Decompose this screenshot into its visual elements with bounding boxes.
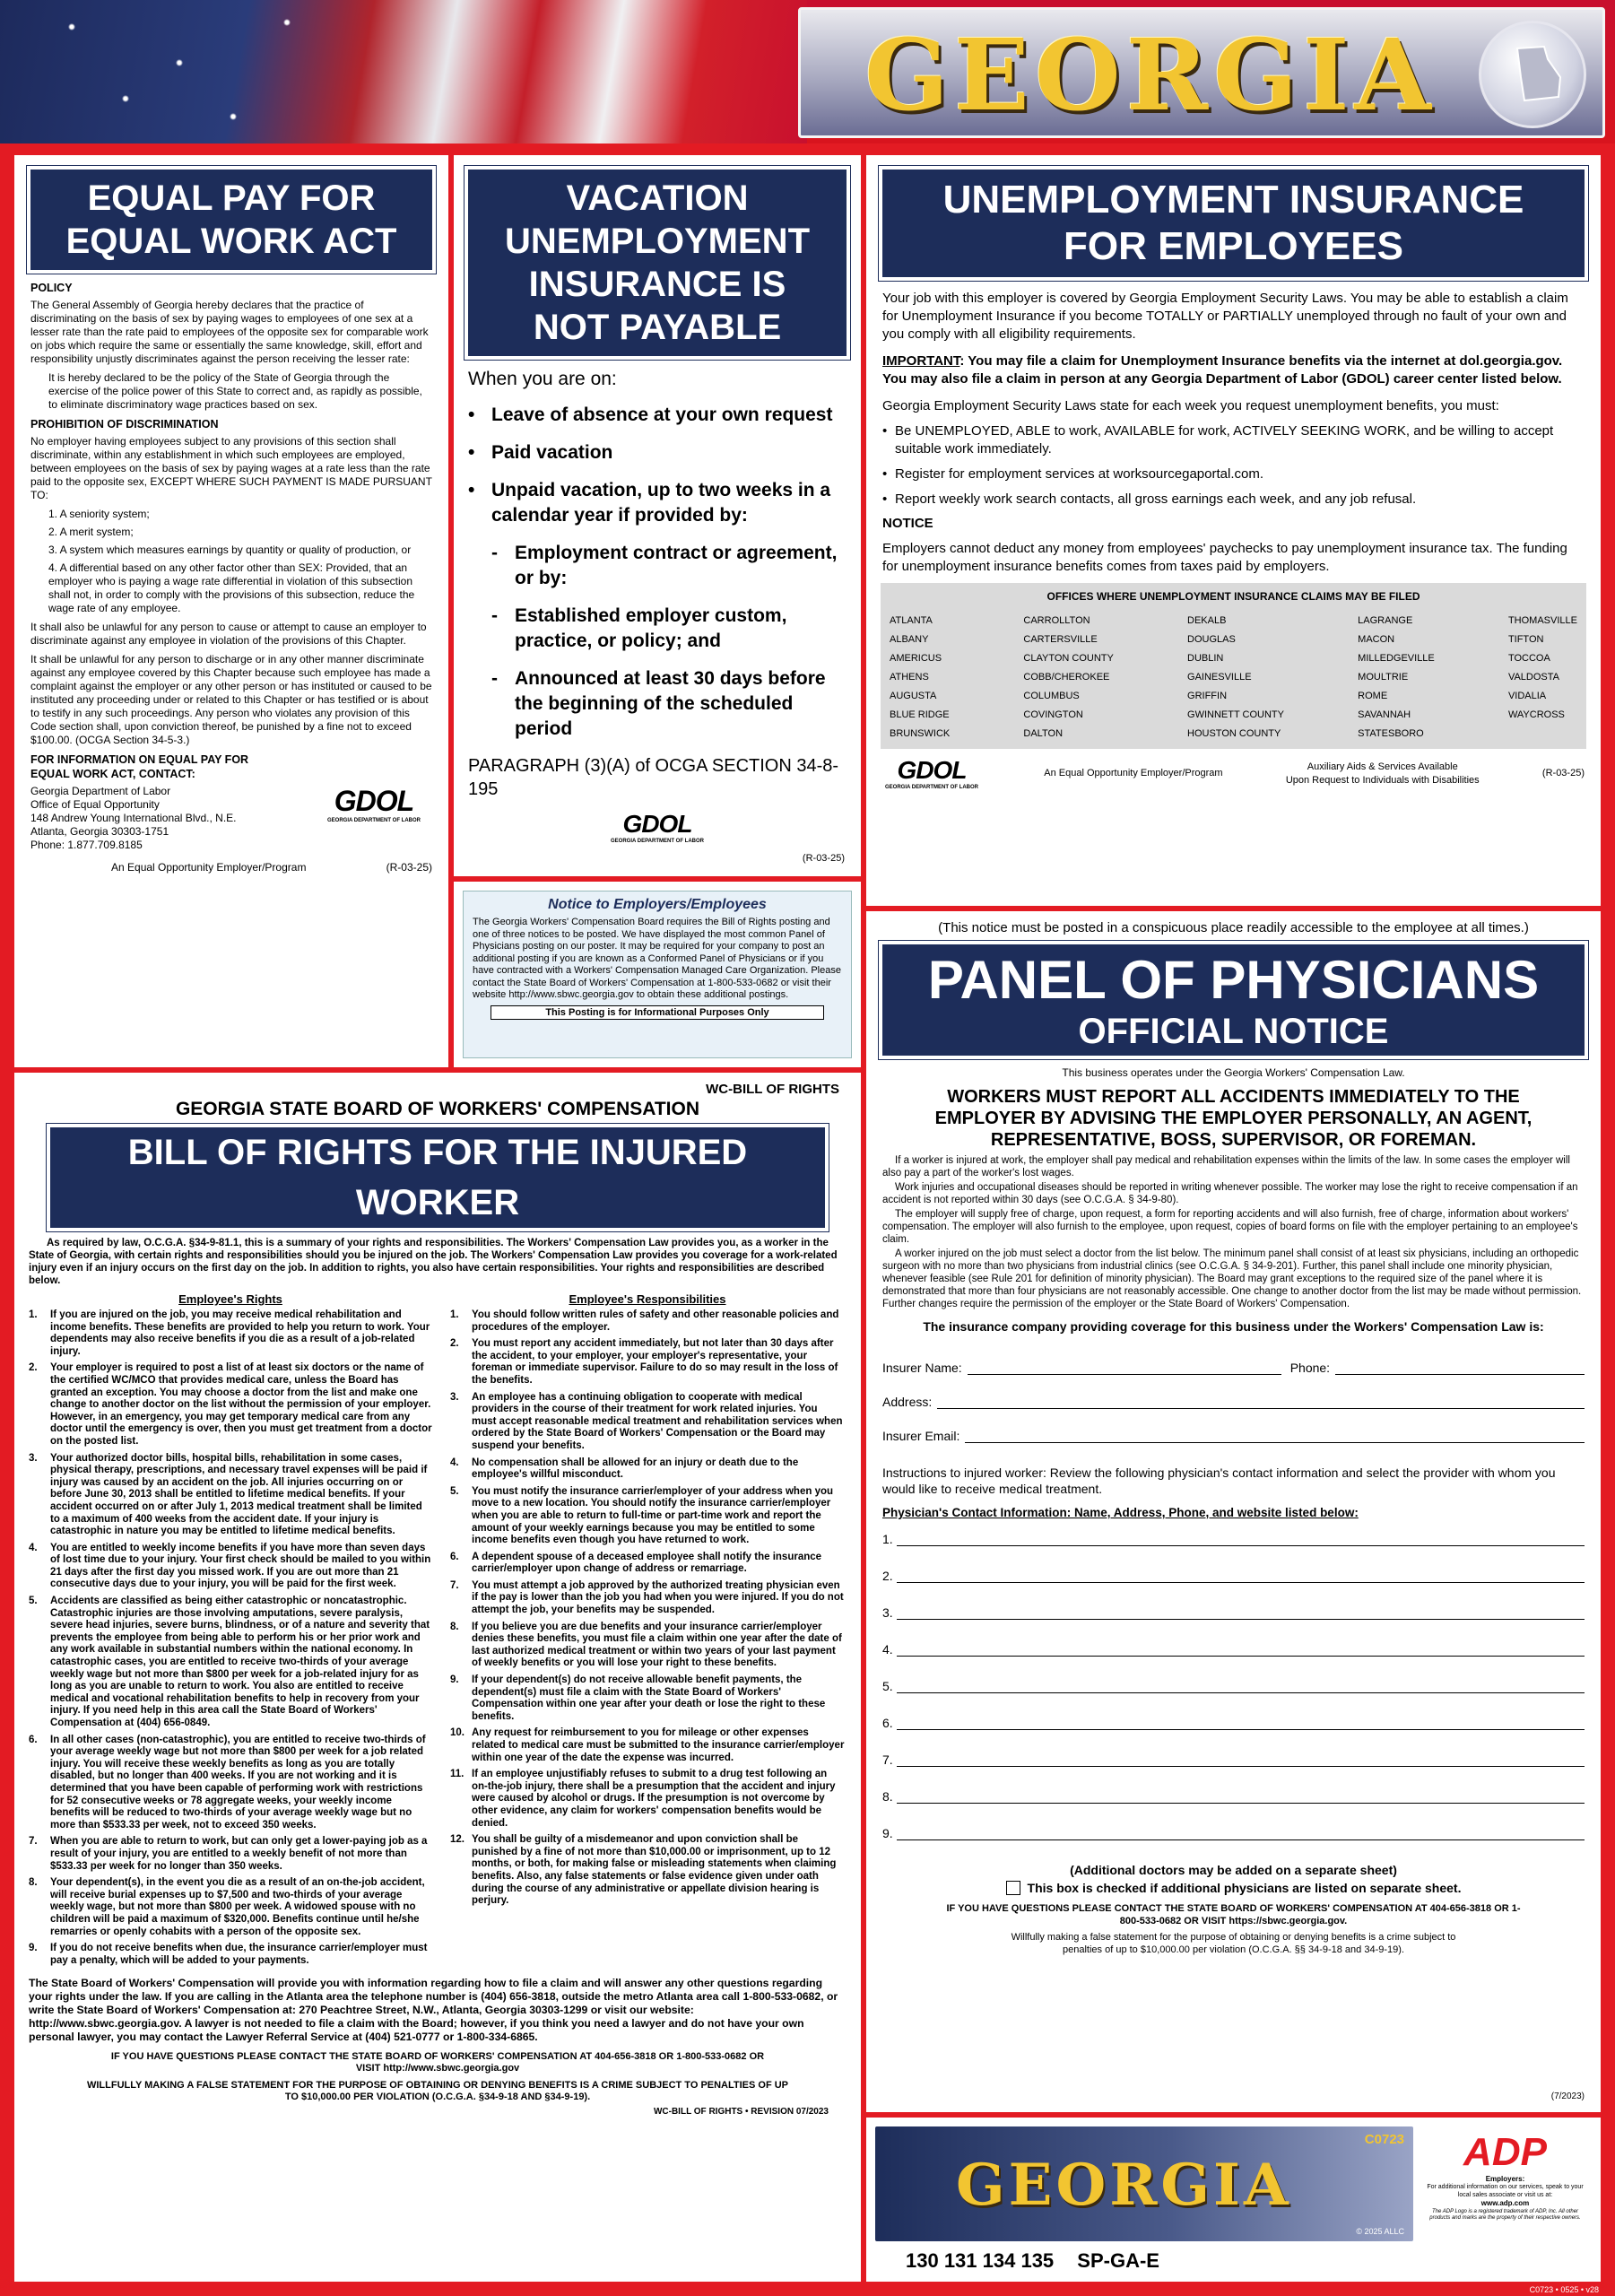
physician-line [882,1605,1585,1620]
panel-of-physicians [868,913,1599,2110]
office-name: VALDOSTA [1507,672,1559,683]
unemployment-p1: Your job with this employer is covered by Georgia Employment Security Laws. You may be able to establish a claim for Unemployment Insurance if you become TOTALLY or PARTIALLY unemployed through no fault of your own and you comply with all eligibility requirements. [882,291,1568,342]
panel-title: PANEL OF PHYSICIANS OFFICIAL NOTICE [879,941,1588,1059]
list-item [29,1362,432,1448]
list-text: Accidents are classified as being either catastrophic or noncatastrophic. Catastrophic injuries are those involving amputations, severe paralysis, severe head injuries, severe burns, blindness, or of a nature and severity that prevents the employee from being able to perform his or her prior work and any work available in substantial numbers within the national economy. In catastrophic cases, you are entitled to receive two-thirds of your average weekly wage but not more than $800 per week for a job-related injury for as long as you are unable to return to work. You also are entitled to receive medical and vocational rehabilitation benefits to help in recovery from your injury. If you need help in this area call the State Board of Workers' Compensation at (404) 656-0849. [50,1596,430,1728]
list-number: 12. [450,1834,465,1846]
office-name: DOUGLAS [1187,634,1236,645]
notice-title: Notice to Employers/Employees [548,897,767,912]
list-text: If you believe you are due benefits and your insurance carrier/employer denies these benefits, you must file a claim within one year after the date of last authorized medical treatment or within two years of your last payment of weekly benefits or you will lose your right to these benefits. [472,1621,842,1669]
physician-line [882,1789,1585,1804]
list-number: 7. [29,1836,38,1848]
bill-revision: WC-BILL OF RIGHTS • REVISION 07/2023 [653,2107,829,2118]
office-name: DALTON [1023,728,1064,739]
prohibition-text: No employer having employees subject to any provisions of this section shall discriminate, within any establishment in which such employees are employed, between employees on the basis of sex by paying wages at a rate less than the rate paid to the opposite sex, EXCEPT WHERE SUCH PAYMENT IS MADE PURSUANT TO: [30,435,432,501]
unlawful-text-2: It shall be unlawful for any person to discharge or in any other manner discriminate against any employee covered by this Chapter because such employee has made a complaint against the employer or any other person or has instituted or caused to be instituted any proceeding under or related to this Chapter or has testified or is about to testify in any such proceedings. Any person who violates any provision of this Code section shall, upon conviction thereof, be punished by a fine not to exceed $100.00. (OCGA Section 34-5-3.) [30,653,432,746]
list-item: 4. A differential based on any other factor other than SEX: Provided, that an employer who is paying a wage rate differential in violation of this subsection shall not, in order to comply with the provisions of this subsection, reduce the wage rate of any employee. [48,561,415,614]
physician-field[interactable] [897,1644,1585,1657]
list-text: Any request for reimbursement to you for mileage or other expenses related to medical care must be submitted to the insurance carrier/employer within one year of the date the expense was incurred. [472,1727,845,1763]
physician-field[interactable] [897,1534,1585,1546]
footer-state-title: GEORGIA [956,2152,1292,2219]
physician-line [882,1569,1585,1583]
vacation-intro: When you are on: [468,369,617,389]
bill-board: GEORGIA STATE BOARD OF WORKERS' COMPENSATION [175,1099,700,1119]
footer-brand [868,2119,1599,2280]
office-name: SAVANNAH [1358,709,1411,720]
rights-heading: Employee's Rights [178,1292,282,1306]
unemployment-title: UNEMPLOYMENT INSURANCE FOR EMPLOYEES [879,166,1588,281]
state-title: GEORGIA [864,17,1437,133]
physician-field[interactable] [897,1791,1585,1804]
office-name: CARTERSVILLE [1023,634,1098,645]
physician-number: 1. [882,1532,893,1546]
georgia-map-icon [1479,21,1586,128]
list-number: 7. [450,1579,459,1591]
panel-para: The employer will supply free of charge, upon request, a form for reporting accidents and will also furnish, free of charge, information about workers' compensation. The employer will also furnish to the employee, upon request, copies of board forms on file with the employer pertaining to an employee's claim. [882,1209,1578,1245]
bill-intro: As required by law, O.C.G.A. §34-9-81.1, this is a summary of your rights and responsibilities. The Workers' Compensation Law provides you, as a worker in the State of Georgia, with certain rights and responsibilities should you be injured on the job. The Workers' Compensation Law provides you coverage for a work-related injury even if an injury occurs on the first day on the job. In addition to rights, you also have certain responsibilities. Your rights and responsibilities are described below. [29,1238,838,1286]
offices-grid [890,612,1577,744]
list-item [450,1392,845,1453]
office-name: ALBANY [890,634,929,645]
list-item: 3. A system which measures earnings by quantity or quality of production, or [48,544,412,556]
bill-closing: The State Board of Workers' Compensation will provide you with information regarding how to file a claim and will answer any other questions regarding your rights under the law. If you are calling in the Atlanta area the telephone number is (404) 656-3818, outside the metro Atlanta area call 1-800-533-0682, or write the State Board of Workers' Compensation at: 270 Peachtree Street, N.W., Atlanta, Georgia 30303-1299 or visit our website: http://www.sbwc.georgia.gov. A lawyer is not needed to file a claim with the Board; however, if you think you need a lawyer and do not have your own personal lawyer, you may contact the Lawyer Referral Service at (404) 521-0777 or 1-800-334-6865. [29,1977,838,2044]
list-item [29,1877,432,1938]
list-text: You are entitled to weekly income benefits if you have more than seven days of lost time due to your injury. Your first check should be mailed to you within 21 days after the first day you missed work. If you are out more than 21 consecutive days due to your injury, you will be paid for the first week. [50,1542,431,1590]
panel-para: A worker injured on the job must select a doctor from the list below. The minimum panel shall consist of at least six physicians, including an orthopedic surgeon with no more than two physicians from industrial clinics (see O.C.G.A. § 34-9-201). Further, this panel shall include one minority physician, whenever feasible (see Rule 201 for definition of minority physician). The Board may grant exceptions to the required size of the panel where it is demonstrated that more than four physicians are not reasonably accessible. One change to another doctor from the list may be made without permission. Further changes require the permission of the employer or the State Board of Workers' Compensation. [882,1248,1582,1309]
list-item [29,1543,432,1591]
conspicuous-notice: (This notice must be posted in a conspicuous place readily accessible to the employee at all times.) [938,920,1529,935]
footer-copyright: © 2025 ALLC [1356,2227,1404,2236]
physician-line [882,1826,1585,1840]
responsibilities-list [450,1309,845,1908]
office-name: MILLEDGEVILLE [1358,653,1435,664]
list-number: 8. [29,1877,38,1889]
bill-contact: IF YOU HAVE QUESTIONS PLEASE CONTACT THE STATE BOARD OF WORKERS' COMPENSATION AT 404-656-3818 OR 1-800-533-0682 OR VISIT http://www.sbwc.georgia.gov [110,2051,765,2074]
list-item [450,1674,845,1723]
footer-text: An Equal Opportunity Employer/Program [1044,768,1223,778]
contact-block [30,785,432,852]
list-item [450,1622,845,1670]
list-text: If your dependent(s) do not receive allowable benefit payments, the dependent(s) must file a claim with the State Board of Workers' Compensation within one year after your death or lose the right to these benefits. [472,1674,826,1722]
list-number: 2. [29,1362,38,1374]
contact-line: 148 Andrew Young International Blvd., N.E. [30,812,237,824]
list-text: You must report any accident immediately, but not later than 30 days after the accident, to your employer, your employer's representative, your foreman or immediate supervisor. Failure to do so may result in the loss of the benefits. [472,1338,838,1386]
office-name: ROME [1358,691,1388,701]
policy-text: The General Assembly of Georgia hereby declares that the practice of discriminating on the basis of sex by paying wages to employees of one sex at a lesser rate than the rate paid to employees of the opposite sex for comparable work on jobs which require the same or essentially the same knowledge, skill, effort and responsibility unjustly discriminates against the person receiving the lesser rate: [30,299,429,365]
american-flag-image [0,0,807,144]
offices-column [1187,612,1284,744]
list-item [450,1338,845,1387]
office-name: THOMASVILLE [1507,615,1577,626]
unemployment-notice-heading: NOTICE [882,516,933,531]
version-label: C0723 • 0525 • v28 [1529,2285,1599,2294]
footer-text: Auxiliary Aids & Services Available Upon Request to Individuals with Disabilities [1285,761,1480,786]
physician-field[interactable] [897,1718,1585,1730]
list-item: - Employment contract or agreement, or by: [491,543,838,588]
list-text: Your authorized doctor bills, hospital bills, rehabilitation in some cases, physical therapy, prescriptions, and necessary travel expenses will be paid if injury was caused by an accident on the job. All injuries occurring on or before June 30, 2013 shall be entitled to lifetime medical benefits. If your accident occurred on or after July 1, 2013 medical treatment shall be limited to a maximum of 400 weeks from the accident date. If your injury is catastrophic in nature you may be entitled to lifetime medical benefits. [50,1452,428,1537]
panel-rev: (7/2023) [1550,2092,1585,2101]
vacation-paragraph: PARAGRAPH (3)(A) of OCGA SECTION 34-8-195 [468,756,839,799]
list-item [450,1769,845,1830]
list-item: • Be UNEMPLOYED, ABLE to work, AVAILABLE for work, ACTIVELY SEEKING WORK, and be willing to accept suitable work immediately. [882,423,1554,457]
list-text: An employee has a continuing obligation to cooperate with medical providers in the course of their treatment for work related injuries. You must accept reasonable medical treatment and rehabilitation services when ordered by the State Board of Workers' Compensation or the Board may suspend your benefits. [472,1391,843,1451]
physician-field[interactable] [897,1681,1585,1693]
office-name: GAINESVILLE [1187,672,1252,683]
office-name: COBB/CHEROKEE [1023,672,1110,683]
list-text: If an employee unjustifiably refuses to submit to a drug test following an on-the-job injury, there shall be a presumption that the accident and injury were caused by alcohol or drugs. If the presumption is not overcome by other evidence, any claim for workers' compensation benefits would be denied. [472,1769,836,1829]
list-text: Your employer is required to post a list of at least six doctors or the name of the certified WC/MCO that provides medical care, unless the Board has granted an exception. You may choose a doctor from the list and make one change to another doctor on the list without the permission of your employer. However, in an emergency, you may get temporary medical care from any doctor until the emergency is over, then you must get treatment from a doctor on the posted list. [50,1362,432,1447]
list-number: 1. [29,1309,38,1320]
offices-column [1023,612,1113,744]
contact-line: Office of Equal Opportunity [30,798,160,811]
office-name: HOUSTON COUNTY [1187,728,1281,739]
physician-field[interactable] [897,1828,1585,1840]
list-text: You should follow written rules of safety and other reasonable policies and procedures of the employer. [472,1309,839,1333]
list-number: 4. [450,1457,459,1468]
bill-code: WC-BILL OF RIGHTS [706,1082,839,1097]
vacation-title: VACATION UNEMPLOYMENT INSURANCE IS NOT PAYABLE [465,166,850,360]
list-text: A dependent spouse of a deceased employee shall notify the insurance carrier/employer upon change of address or remarriage. [472,1551,822,1575]
list-item: • Register for employment services at worksourcegaportal.com. [882,466,1263,482]
physician-contact-heading: Physician's Contact Information: Name, Address, Phone, and website listed below: [882,1506,1359,1519]
adp-text: For additional information on our services, speak to your local sales associate or visit us at: [1427,2184,1584,2198]
office-name: VIDALIA [1507,691,1547,701]
list-item [29,1943,432,1967]
operates-text: This business operates under the Georgia Workers' Compensation Law. [1062,1066,1405,1079]
equal-pay-footer: An Equal Opportunity Employer/Program (R-03-25) [111,861,432,874]
policy-heading: POLICY [30,282,73,294]
office-name: DUBLIN [1187,653,1224,664]
panel-para: If a worker is injured at work, the employer shall pay medical and rehabilitation expenses within the limits of the law. In some cases the employer will also pay a part of the worker's lost wages. [882,1155,1570,1178]
offices-column [1508,612,1577,744]
office-name: TOCCOA [1507,653,1550,664]
physician-number: 6. [882,1716,893,1730]
contact-line: Phone: 1.877.709.8185 [30,839,143,851]
unlawful-text-1: It shall also be unlawful for any person to cause or attempt to cause an employer to discriminate against any employee in violation of the provisions of this Chapter. [30,621,427,647]
insurer-name-row: Insurer Name: Phone: [882,1361,1585,1375]
list-item [450,1309,845,1334]
offices-heading: OFFICES WHERE UNEMPLOYMENT INSURANCE CLAIMS MAY BE FILED [1046,590,1420,603]
notice-panel [456,883,859,1065]
prohibition-heading: PROHIBITION OF DISCRIMINATION [30,418,219,430]
contact-line: Georgia Department of Labor [30,785,171,797]
state-banner [798,7,1605,138]
list-text: You shall be guilty of a misdemeanor and upon conviction shall be punished by a fine of not more than $10,000.00 or imprisonment, up to 12 months, or both, for making false or misleading statements when claiming benefits. Also, any false statements or false evidence given under oath during the course of any administrative or appellate division hearing is perjury. [472,1834,837,1907]
list-text: If you are injured on the job, you may receive medical rehabilitation and income benefits. These benefits are provided to help you return to work. Your dependents may also receive benefits if you die as a result of a job-related injury. [50,1309,430,1357]
physician-lines [882,1532,1585,1840]
insurer-address-field[interactable] [937,1396,1585,1409]
bill-warning: WILLFULLY MAKING A FALSE STATEMENT FOR THE PURPOSE OF OBTAINING OR DENYING BENEFITS IS A CRIME SUBJECT TO PENALTIES OF UP TO $10,000.00 PER VIOLATION (O.C.G.A. §34-9-18 AND §34-9-19). [86,2080,789,2103]
list-text: When you are able to return to work, but can only get a lower-paying job as a result of your injury, you are entitled to a weekly benefit of not more than $533.33 per week for no longer than 350 weeks. [50,1836,428,1872]
offices-box [881,583,1586,749]
rev-text: (R-03-25) [1541,768,1585,778]
office-name: LAGRANGE [1358,615,1413,626]
list-item [450,1552,845,1576]
office-name: ATHENS [890,672,929,683]
office-name: MACON [1358,634,1395,645]
list-text: No compensation shall be allowed for an injury or death due to the employee's willful misconduct. [472,1457,799,1481]
list-item [29,1735,432,1832]
vacation-list [468,403,847,742]
office-name: ATLANTA [890,615,933,626]
offices-column [890,612,950,744]
adp-box [1419,2126,1592,2270]
office-name: GWINNETT COUNTY [1187,709,1284,720]
list-number: 9. [29,1943,38,1954]
list-number: 11. [450,1769,465,1780]
physician-line [882,1642,1585,1657]
list-item: - Established employer custom, practice, or policy; and [491,605,787,651]
checkbox-row: This box is checked if additional physicians are listed on separate sheet. [882,1881,1585,1895]
office-name: CLAYTON COUNTY [1023,653,1114,664]
office-name: AUGUSTA [890,691,937,701]
insurer-email-field[interactable] [965,1431,1585,1443]
list-item [29,1309,432,1358]
unemployment-panel [868,157,1599,904]
exception-list [30,508,432,615]
office-name: TIFTON [1507,634,1544,645]
office-name: WAYCROSS [1507,709,1565,720]
list-number: 5. [29,1596,38,1607]
list-number: 9. [450,1674,459,1686]
physician-field[interactable] [897,1570,1585,1583]
adp-url: www.adp.com [1480,2199,1530,2207]
panel-willful: Willfully making a false statement for the purpose of obtaining or denying benefits is a crime subject to penalties of up to $10,000.00 per violation (O.C.G.A. §§ 34-9-18 and 34-9-19). [1011,1932,1456,1955]
office-name: MOULTRIE [1358,672,1409,683]
office-name: COVINGTON [1023,709,1083,720]
physician-number: 9. [882,1826,893,1840]
insurer-email-row: Insurer Email: [882,1429,1585,1443]
physician-number: 5. [882,1679,893,1693]
office-name: AMERICUS [890,653,942,664]
unemployment-p2: Georgia Employment Security Laws state for each week you request unemployment benefits, you must: [882,398,1499,413]
list-number: 4. [29,1542,38,1553]
report-heading: WORKERS MUST REPORT ALL ACCIDENTS IMMEDIATELY TO THE EMPLOYER BY ADVISING THE EMPLOYER PERSONALLY, AN AGENT, REPRESENTATIVE, BOSS, SUPERVISOR, OR FOREMAN. [934,1087,1533,1150]
list-number: 10. [450,1727,465,1739]
notice-text: The Georgia Workers' Compensation Board requires the Bill of Rights posting and one of three notices to be posted. We have displayed the most common Panel of Physicians posting on our poster. It may be required for your company to post an additional posting if you are known as a Conformed Panel of Physicians or if you have contracted with a Workers' Compensation Managed Care Organization. Please contact the State Board of Workers' Compensation at 1-800-533-0682 or visit their website http://www.sbwc.georgia.gov to obtain these additional postings. [473,917,841,1000]
list-item [450,1727,845,1764]
list-number: 6. [29,1734,38,1745]
list-item: • Report weekly work search contacts, all gross earnings each week, and any job refusal. [882,491,1417,507]
physician-field[interactable] [897,1607,1585,1620]
notice-box: This Posting is for Informational Purposes Only [491,1005,824,1020]
list-number: 1. [450,1309,459,1320]
offices-column [1358,612,1435,744]
list-item [450,1486,845,1547]
list-item: • Unpaid vacation, up to two weeks in a calendar year if provided by: [468,480,831,526]
list-text: In all other cases (non-catastrophic), you are entitled to receive two-thirds of your average weekly wage but not more than $800 per week for a job related injury. You will receive these weekly benefits as long as you are totally disabled, but no longer than 400 weeks. If you are not working and it is determined that you have been capable of performing work with restrictions for 52 consecutive weeks or 78 aggregate weeks, your weekly income benefits will be reduced to two-thirds of your average weekly wage but no more than $533.33 per week, not to exceed 350 weeks. [50,1734,426,1831]
list-item [29,1596,432,1730]
office-name: GRIFFIN [1187,691,1228,701]
equal-pay-title: EQUAL PAY FOR EQUAL WORK ACT [27,166,436,274]
list-item [450,1580,845,1617]
list-number: 3. [450,1391,459,1403]
footer-numbers: 130 131 134 135 SP-GA-E [906,2249,1159,2272]
list-item: 2. A merit system; [48,526,134,538]
unemployment-footer [882,756,1585,791]
list-item: 1. A seniority system; [48,508,150,520]
bill-columns [29,1292,847,1971]
physician-field[interactable] [897,1754,1585,1767]
physician-line [882,1752,1585,1767]
physician-number: 8. [882,1789,893,1804]
physician-line [882,1679,1585,1693]
contact-line: Atlanta, Georgia 30303-1751 [30,825,169,838]
physician-line [882,1716,1585,1730]
adp-legal: The ADP Logo is a registered trademark of ADP, Inc. All other products and marks are the property of their respective owners. [1429,2209,1581,2221]
list-item [29,1836,432,1873]
header [0,0,1615,144]
office-name: COLUMBUS [1023,691,1080,701]
bill-title: BILL OF RIGHTS FOR THE INJURED WORKER [47,1124,829,1231]
gdol-logo: GDOL GEORGIA DEPARTMENT OF LABOR [611,810,704,844]
list-number: 5. [450,1485,459,1497]
adp-text: Employers: [1485,2175,1525,2183]
list-item [450,1834,845,1908]
physician-number: 2. [882,1569,893,1583]
insurance-heading: The insurance company providing coverage for this business under the Workers' Compensation Law is: [923,1319,1544,1334]
list-item: • Paid vacation [468,442,613,463]
responsibilities-column [450,1292,845,1971]
office-name: DEKALB [1187,615,1227,626]
list-number: 6. [450,1551,459,1562]
list-text: If you do not receive benefits when due, the insurance carrier/employer must pay a penalty, which will be added to your payments. [50,1943,428,1966]
list-item [450,1457,845,1482]
physician-line [882,1532,1585,1546]
office-name: BRUNSWICK [890,728,951,739]
contact-heading: FOR INFORMATION ON EQUAL PAY FOR EQUAL WORK ACT, CONTACT: [30,753,249,780]
unemployment-important: IMPORTANT: You may file a claim for Unemployment Insurance benefits via the internet at dol.georgia.gov. You may also file a claim in person at any Georgia Department of Labor (GDOL) career center listed below. [882,353,1563,387]
vacation-panel [456,157,859,874]
list-number: 2. [450,1338,459,1350]
panel-questions: IF YOU HAVE QUESTIONS PLEASE CONTACT THE STATE BOARD OF WORKERS' COMPENSATION AT 404-656-3818 OR 1-800-533-0682 OR VISIT https://sbwc.georgia.gov. [946,1903,1521,1926]
gdol-logo: GDOL GEORGIA DEPARTMENT OF LABOR [885,756,978,790]
insurer-phone-field[interactable] [1335,1362,1585,1375]
unemployment-bullets [882,422,1585,509]
list-number: 3. [29,1452,38,1464]
equal-pay-panel [16,157,447,1065]
responsibilities-heading: Employee's Responsibilities [569,1292,726,1306]
list-text: You must attempt a job approved by the authorized treating physician even if the pay is lower than the job you had when you were injured. If you do not attempt the job, your benefits may be suspended. [472,1579,844,1616]
unemployment-notice-text: Employers cannot deduct any money from employees' paychecks to pay unemployment insurance tax. The funding for unemployment insurance benefits comes from taxes paid by employers. [882,541,1567,574]
list-number: 8. [450,1621,459,1632]
additional-physicians-checkbox[interactable] [1006,1881,1020,1895]
footer-banner [875,2126,1413,2241]
list-item: - Announced at least 30 days before the beginning of the scheduled period [491,668,826,739]
policy-text-2: It is hereby declared to be the policy of the State of Georgia through the exercise of the police power of this State to correct and, as rapidly as possible, to eliminate discriminatory wage practices based on sex. [48,371,422,411]
physician-number: 4. [882,1642,893,1657]
vacation-rev: (R-03-25) [802,853,845,864]
office-name: BLUE RIDGE [890,709,950,720]
physician-number: 7. [882,1752,893,1767]
list-item: • Leave of absence at your own request [468,404,833,425]
rights-list [29,1309,432,1967]
panel-para: Work injuries and occupational diseases should be reported in writing whenever possible. The worker may lose the right to receive compensation if an accident is not reported within 30 days (see O.C.G.A. § 34-9-80). [882,1182,1578,1205]
list-text: Your dependent(s), in the event you die as a result of an on-the-job accident, will receive burial expenses up to $7,500 and two-thirds of your average weekly wage, but not more than $800 per week. A widowed spouse with no children will be paid a maximum of $320,000. Benefits continue until he/she remarries or openly cohabits with a person of the opposite sex. [50,1877,425,1937]
gdol-logo: GDOL GEORGIA DEPARTMENT OF LABOR [327,785,421,823]
additional-doctors: (Additional doctors may be added on a separate sheet) [1070,1863,1397,1877]
insurer-address-row: Address: [882,1395,1585,1409]
insurer-name-field[interactable] [968,1362,1281,1375]
rights-column [29,1292,432,1971]
instructions-text: Instructions to injured worker: Review the following physician's contact information and select the provider with whom you would like to receive medical treatment. [882,1465,1556,1496]
footer-code: C0723 [1364,2132,1404,2147]
physician-number: 3. [882,1605,893,1620]
office-name: STATESBORO [1358,728,1424,739]
list-text: You must notify the insurance carrier/employer of your address when you move to a new location. You should notify the insurance carrier/employer when you are able to return to full-time or part-time work and report the amount of your weekly earnings because you may be entitled to some income benefits even though you have returned to work. [472,1485,834,1546]
adp-logo: ADP [1463,2130,1547,2174]
office-name: CARROLLTON [1023,615,1090,626]
list-item [29,1453,432,1538]
bill-of-rights-panel [16,1074,859,2280]
